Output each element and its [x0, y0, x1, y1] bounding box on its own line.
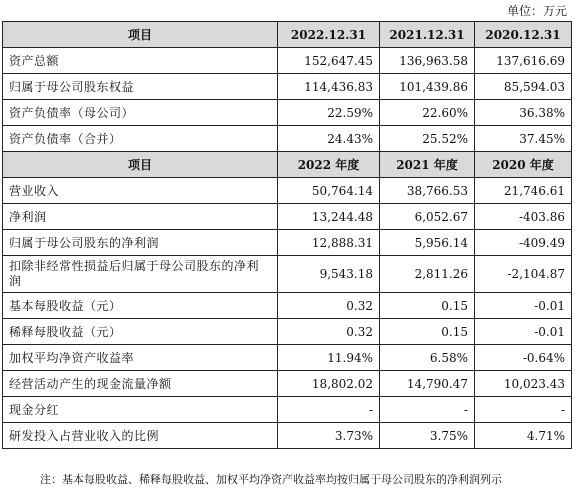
cell-2022: 12,888.31	[278, 230, 380, 256]
cell-2020: 36.38%	[475, 100, 572, 126]
table-row	[3, 204, 572, 230]
header-item: 项目	[3, 22, 278, 48]
header-item: 项目	[3, 152, 278, 178]
cell-2021: 22.60%	[380, 100, 475, 126]
cell-2022: 3.73%	[278, 423, 380, 449]
cell-2021: 136,963.58	[380, 48, 475, 74]
table-row	[3, 178, 572, 204]
cell-2022: 0.32	[278, 319, 380, 345]
cell-2022: 9,543.18	[278, 256, 380, 293]
cell-2022: 152,647.45	[278, 48, 380, 74]
table-row	[3, 319, 572, 345]
cell-2020: 21,746.61	[475, 178, 572, 204]
cell-2022: 22.59%	[278, 100, 380, 126]
row-label: 稀释每股收益（元）	[3, 319, 278, 345]
table-row	[3, 100, 572, 126]
table-row	[3, 345, 572, 371]
header-2022: 2022 年度	[278, 152, 380, 178]
cell-2020: 137,616.69	[475, 48, 572, 74]
row-label: 资产负债率（合并）	[3, 126, 278, 152]
financial-summary-table	[2, 21, 572, 449]
footnote: 注：基本每股收益、稀释每股收益、加权平均净资产收益率均按归属于母公司股东的净利润列示	[40, 473, 502, 486]
balance-header-row	[3, 22, 572, 48]
unit-label: 单位：万元	[506, 4, 567, 18]
table-row	[3, 397, 572, 423]
cell-2022: 18,802.02	[278, 371, 380, 397]
row-label: 加权平均净资产收益率	[3, 345, 278, 371]
cell-2022: -	[278, 397, 380, 423]
table-row	[3, 256, 572, 293]
cell-2021: 38,766.53	[380, 178, 475, 204]
cell-2022: 50,764.14	[278, 178, 380, 204]
cell-2020: 37.45%	[475, 126, 572, 152]
cell-2022: 11.94%	[278, 345, 380, 371]
row-label: 资产总额	[3, 48, 278, 74]
cell-2020: -0.64%	[475, 345, 572, 371]
cell-2020: 10,023.43	[475, 371, 572, 397]
cell-2020: -	[475, 397, 572, 423]
cell-2022: 13,244.48	[278, 204, 380, 230]
row-label: 现金分红	[3, 397, 278, 423]
row-label: 营业收入	[3, 178, 278, 204]
cell-2021: 25.52%	[380, 126, 475, 152]
row-label: 归属于母公司股东权益	[3, 74, 278, 100]
cell-2021: 14,790.47	[380, 371, 475, 397]
cell-2021: 101,439.86	[380, 74, 475, 100]
header-2020: 2020 年度	[475, 152, 572, 178]
cell-2021: 3.75%	[380, 423, 475, 449]
header-2021: 2021.12.31	[380, 22, 475, 48]
table-row	[3, 371, 572, 397]
cell-2020: -0.01	[475, 319, 572, 345]
header-2022: 2022.12.31	[278, 22, 380, 48]
header-2020: 2020.12.31	[475, 22, 572, 48]
table-row	[3, 230, 572, 256]
cell-2021: 2,811.26	[380, 256, 475, 293]
table-row	[3, 74, 572, 100]
cell-2020: 4.71%	[475, 423, 572, 449]
header-2021: 2021 年度	[380, 152, 475, 178]
row-label: 资产负债率（母公司）	[3, 100, 278, 126]
cell-2021: 6,052.67	[380, 204, 475, 230]
cell-2021: -	[380, 397, 475, 423]
table-row	[3, 126, 572, 152]
cell-2022: 114,436.83	[278, 74, 380, 100]
cell-2020: 85,594.03	[475, 74, 572, 100]
cell-2020: -403.86	[475, 204, 572, 230]
row-label: 经营活动产生的现金流量净额	[3, 371, 278, 397]
cell-2021: 6.58%	[380, 345, 475, 371]
cell-2020: -409.49	[475, 230, 572, 256]
row-label: 净利润	[3, 204, 278, 230]
row-label: 基本每股收益（元）	[3, 293, 278, 319]
cell-2020: -0.01	[475, 293, 572, 319]
cell-2021: 5,956.14	[380, 230, 475, 256]
table-row	[3, 423, 572, 449]
row-label: 扣除非经常性损益后归属于母公司股东的净利润	[3, 256, 278, 293]
cell-2021: 0.15	[380, 319, 475, 345]
table-row	[3, 48, 572, 74]
cell-2022: 24.43%	[278, 126, 380, 152]
table-row	[3, 293, 572, 319]
cell-2022: 0.32	[278, 293, 380, 319]
row-label: 研发投入占营业收入的比例	[3, 423, 278, 449]
cell-2021: 0.15	[380, 293, 475, 319]
income-header-row	[3, 152, 572, 178]
row-label: 归属于母公司股东的净利润	[3, 230, 278, 256]
cell-2020: -2,104.87	[475, 256, 572, 293]
